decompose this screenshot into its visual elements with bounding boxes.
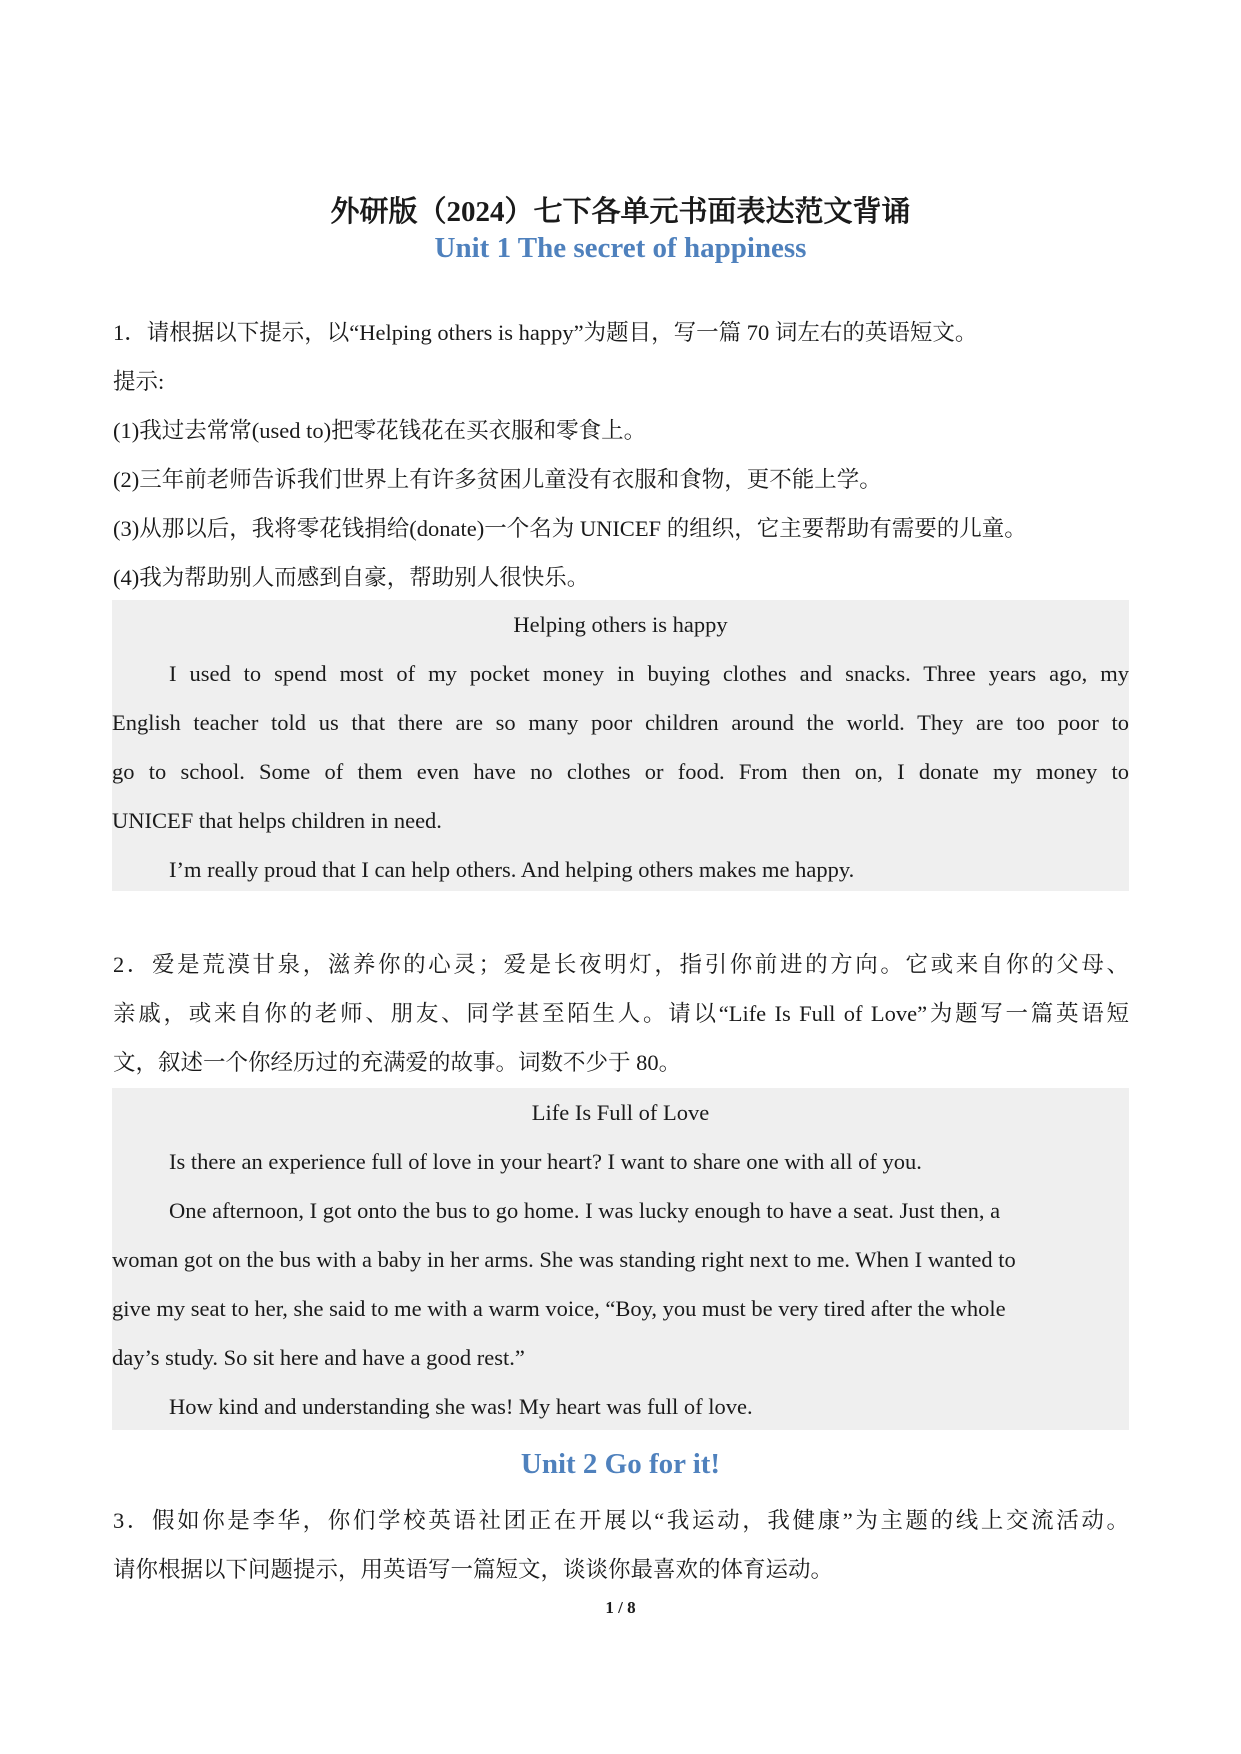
page-number: 1 / 8: [605, 1598, 636, 1617]
page-title: 外研版（2024）七下各单元书面表达范文背诵: [330, 196, 911, 228]
essay-line: English teacher told us that there are so many poor children around the world. They are too poor to: [112, 710, 1129, 735]
prompt-line: (3)从那以后，我将零花钱捐给(donate)一个名为 UNICEF 的组织，它主要帮助有需要的儿童。: [113, 516, 1027, 541]
question-1-prompt: [113, 308, 1129, 602]
essay-line: One afternoon, I got onto the bus to go home. I was lucky enough to have a seat. Just then, a: [169, 1198, 1001, 1223]
essay-line: I used to spend most of my pocket money in buying clothes and snacks. Three years ago, my: [169, 661, 1129, 686]
prompt-line: 2．爱是荒漠甘泉，滋养你的心灵；爱是长夜明灯，指引你前进的方向。它或来自你的父母、: [113, 952, 1129, 977]
prompt-line: 文，叙述一个你经历过的充满爱的故事。词数不少于 80。: [113, 1050, 682, 1075]
prompt-line: 提示:: [113, 369, 165, 394]
essay-line: I’m really proud that I can help others. And helping others makes me happy.: [169, 857, 855, 882]
essay-2-box: [112, 1088, 1129, 1430]
essay-title: Helping others is happy: [513, 612, 728, 637]
essay-line: day’s study. So sit here and have a good rest.”: [112, 1345, 525, 1370]
prompt-line: 1．请根据以下提示，以“Helping others is happy”为题目，写一篇 70 词左右的英语短文。: [113, 320, 978, 345]
essay-line: go to school. Some of them even have no clothes or food. From then on, I donate my money to: [112, 759, 1129, 784]
unit1-heading: Unit 1 The secret of happiness: [434, 232, 807, 264]
prompt-line: 亲戚，或来自你的老师、朋友、同学甚至陌生人。请以“Life Is Full of Love”为题写一篇英语短: [113, 1001, 1129, 1026]
prompt-line: 请你根据以下问题提示，用英语写一篇短文，谈谈你最喜欢的体育运动。: [113, 1557, 834, 1582]
essay-title: Life Is Full of Love: [531, 1100, 710, 1125]
prompt-line: (4)我为帮助别人而感到自豪，帮助别人很快乐。: [113, 565, 590, 590]
essay-1-box: [112, 600, 1129, 891]
essay-line: Is there an experience full of love in your heart? I want to share one with all of you.: [169, 1149, 922, 1174]
essay-line: woman got on the bus with a baby in her arms. She was standing right next to me. When I wanted to: [112, 1247, 1016, 1272]
question-2-prompt: [113, 940, 1129, 1087]
essay-line: How kind and understanding she was! My heart was full of love.: [169, 1394, 753, 1419]
prompt-line: (2)三年前老师告诉我们世界上有许多贫困儿童没有衣服和食物，更不能上学。: [113, 467, 882, 492]
prompt-line: 3．假如你是李华，你们学校英语社团正在开展以“我运动，我健康”为主题的线上交流活动。: [113, 1508, 1129, 1533]
essay-line: give my seat to her, she said to me with a warm voice, “Boy, you must be very tired after the whole: [112, 1296, 1006, 1321]
prompt-line: (1)我过去常常(used to)把零花钱花在买衣服和零食上。: [113, 418, 647, 443]
essay-line: UNICEF that helps children in need.: [112, 808, 442, 833]
unit2-heading: Unit 2 Go for it!: [520, 1448, 721, 1480]
question-3-prompt: [113, 1496, 1129, 1594]
